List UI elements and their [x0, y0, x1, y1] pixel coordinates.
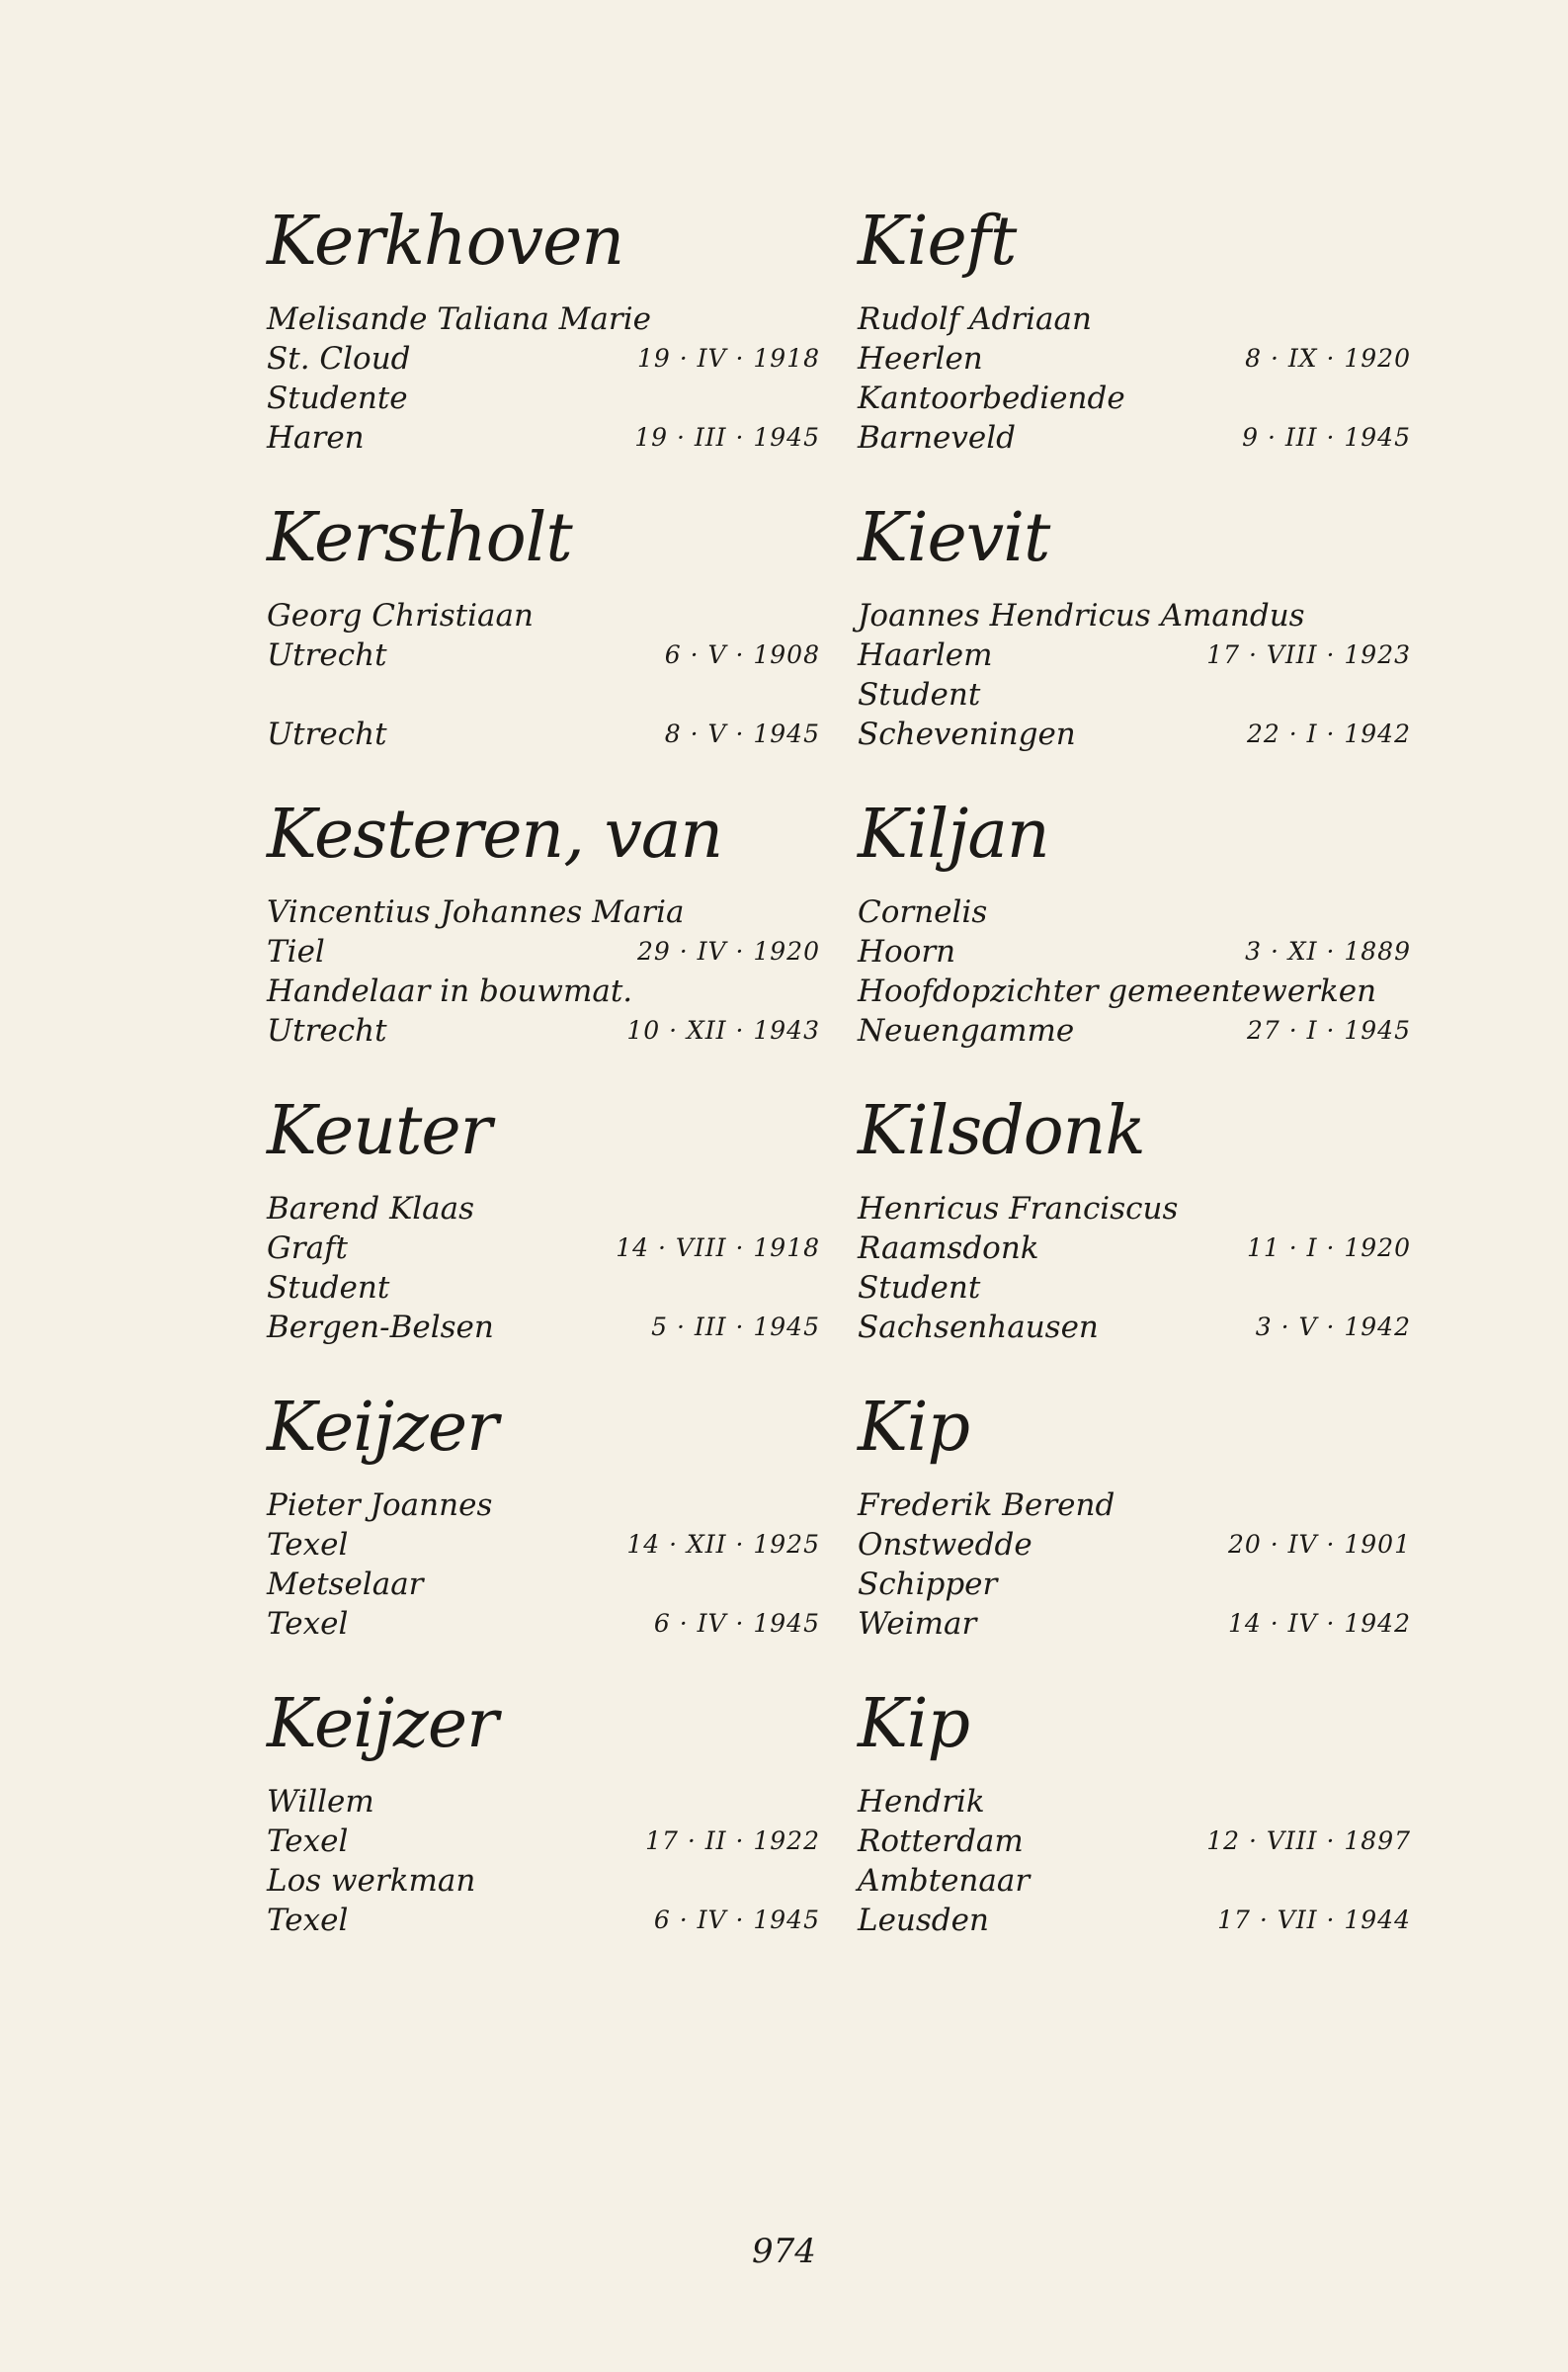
given-names-text: Barend Klaas — [267, 1191, 475, 1227]
birth-line — [858, 635, 1411, 675]
deathdate: 6 · IV · 1945 — [653, 1609, 820, 1638]
given-names — [267, 1189, 820, 1228]
birthdate: 14 · XII · 1925 — [626, 1530, 820, 1559]
occupation — [858, 972, 1411, 1011]
birthplace: Tiel — [267, 934, 325, 970]
birth-line — [267, 1821, 820, 1861]
birthplace: Raamsdonk — [858, 1230, 1039, 1266]
given-names — [858, 1782, 1411, 1821]
surname: Kiljan — [858, 796, 1049, 874]
given-names-text: Cornelis — [858, 894, 988, 930]
entry — [858, 796, 1411, 1092]
given-names-text: Rudolf Adriaan — [858, 301, 1092, 337]
occupation — [267, 1565, 820, 1604]
entry — [858, 1685, 1411, 1982]
deathplace: Leusden — [858, 1903, 989, 1938]
occupation-text: Ambtenaar — [858, 1863, 1031, 1899]
given-names — [267, 892, 820, 932]
birthplace: Heerlen — [858, 341, 983, 377]
birth-line — [858, 932, 1411, 972]
occupation-text: Studente — [267, 381, 408, 416]
surname: Keuter — [267, 1092, 492, 1170]
surname: Kilsdonk — [858, 1092, 1145, 1170]
birthdate: 17 · VIII · 1923 — [1206, 640, 1411, 669]
occupation — [858, 675, 1411, 715]
surname: Keijzer — [267, 1685, 498, 1763]
birthdate: 19 · IV · 1918 — [636, 344, 820, 373]
birthplace: St. Cloud — [267, 341, 411, 377]
occupation — [858, 1861, 1411, 1901]
deathdate: 19 · III · 1945 — [634, 423, 820, 452]
death-line — [267, 1308, 820, 1347]
deathdate: 6 · IV · 1945 — [653, 1906, 820, 1934]
deathdate: 3 · V · 1942 — [1255, 1313, 1411, 1341]
given-names-text: Henricus Franciscus — [858, 1191, 1179, 1227]
birthplace: Hoorn — [858, 934, 956, 970]
entry — [858, 1389, 1411, 1685]
right-column — [858, 203, 1411, 1982]
deathplace: Texel — [267, 1903, 349, 1938]
given-names — [267, 1485, 820, 1525]
deathplace: Utrecht — [267, 1013, 387, 1049]
given-names — [858, 892, 1411, 932]
birthplace: Utrecht — [267, 637, 387, 673]
given-names-text: Melisande Taliana Marie — [267, 301, 651, 337]
birthdate: 12 · VIII · 1897 — [1206, 1826, 1411, 1855]
occupation-text: Schipper — [858, 1567, 998, 1602]
entry — [267, 203, 820, 499]
birthplace: Texel — [267, 1823, 349, 1859]
given-names — [267, 596, 820, 635]
death-line — [858, 1901, 1411, 1940]
entry — [858, 203, 1411, 499]
surname: Kesteren, van — [267, 796, 723, 874]
birth-line — [858, 1228, 1411, 1268]
occupation — [267, 675, 820, 715]
birthplace: Haarlem — [858, 637, 993, 673]
birthdate: 3 · XI · 1889 — [1245, 937, 1411, 966]
birth-line — [267, 1228, 820, 1268]
deathplace: Haren — [267, 420, 365, 456]
deathdate: 8 · V · 1945 — [664, 720, 820, 748]
given-names — [858, 1485, 1411, 1525]
page-number: 974 — [752, 2232, 816, 2271]
given-names-text: Willem — [267, 1784, 374, 1820]
deathplace: Utrecht — [267, 717, 387, 752]
birthplace: Texel — [267, 1527, 349, 1563]
death-line — [267, 1901, 820, 1940]
birth-line — [267, 635, 820, 675]
left-column — [267, 203, 820, 1982]
occupation-text: Student — [858, 1270, 981, 1306]
birthdate: 14 · VIII · 1918 — [616, 1233, 820, 1262]
occupation — [267, 1268, 820, 1308]
birth-line — [858, 1821, 1411, 1861]
birthdate: 11 · I · 1920 — [1247, 1233, 1411, 1262]
entry — [267, 1685, 820, 1982]
entry — [267, 796, 820, 1092]
occupation — [267, 1861, 820, 1901]
entry — [858, 499, 1411, 796]
given-names — [858, 299, 1411, 339]
birthdate: 6 · V · 1908 — [664, 640, 820, 669]
birthdate: 29 · IV · 1920 — [636, 937, 820, 966]
occupation — [858, 1268, 1411, 1308]
death-line — [858, 1308, 1411, 1347]
deathplace: Bergen-Belsen — [267, 1310, 494, 1345]
occupation-text: Hoofdopzichter gemeentewerken — [858, 974, 1377, 1009]
given-names-text: Joannes Hendricus Amandus — [858, 598, 1305, 634]
occupation — [267, 972, 820, 1011]
death-line — [267, 1011, 820, 1051]
surname: Keijzer — [267, 1389, 498, 1467]
death-line — [267, 1604, 820, 1644]
occupation-text: Kantoorbediende — [858, 381, 1125, 416]
deathplace: Scheveningen — [858, 717, 1076, 752]
occupation — [267, 379, 820, 418]
given-names — [858, 596, 1411, 635]
birth-line — [267, 339, 820, 379]
entry — [858, 1092, 1411, 1389]
occupation-text: Student — [858, 677, 981, 713]
birthdate: 20 · IV · 1901 — [1227, 1530, 1411, 1559]
deathdate: 14 · IV · 1942 — [1227, 1609, 1411, 1638]
birthplace: Graft — [267, 1230, 348, 1266]
given-names-text: Frederik Berend — [858, 1487, 1115, 1523]
deathplace: Weimar — [858, 1606, 977, 1642]
deathplace: Barneveld — [858, 420, 1017, 456]
deathplace: Texel — [267, 1606, 349, 1642]
birthplace: Onstwedde — [858, 1527, 1032, 1563]
given-names-text: Pieter Joannes — [267, 1487, 493, 1523]
given-names-text: Hendrik — [858, 1784, 985, 1820]
given-names — [267, 299, 820, 339]
occupation — [858, 1565, 1411, 1604]
deathplace: Sachsenhausen — [858, 1310, 1099, 1345]
entry — [267, 1092, 820, 1389]
given-names — [267, 1782, 820, 1821]
death-line — [858, 1604, 1411, 1644]
birth-line — [267, 932, 820, 972]
deathdate: 17 · VII · 1944 — [1217, 1906, 1411, 1934]
death-line — [267, 418, 820, 458]
surname: Kip — [858, 1389, 970, 1467]
occupation — [858, 379, 1411, 418]
death-line — [858, 715, 1411, 754]
deathdate: 5 · III · 1945 — [651, 1313, 820, 1341]
birth-line — [267, 1525, 820, 1565]
deathdate: 22 · I · 1942 — [1247, 720, 1411, 748]
occupation-text: Student — [267, 1270, 390, 1306]
given-names-text: Vincentius Johannes Maria — [267, 894, 685, 930]
surname: Kieft — [858, 203, 1017, 281]
birthplace: Rotterdam — [858, 1823, 1024, 1859]
deathplace: Neuengamme — [858, 1013, 1075, 1049]
birth-line — [858, 339, 1411, 379]
surname: Kerkhoven — [267, 203, 624, 281]
entry — [267, 1389, 820, 1685]
given-names — [858, 1189, 1411, 1228]
deathdate: 27 · I · 1945 — [1247, 1016, 1411, 1045]
surname: Kievit — [858, 499, 1050, 577]
death-line — [267, 715, 820, 754]
surname: Kip — [858, 1685, 970, 1763]
surname: Kerstholt — [267, 499, 572, 577]
birth-line — [858, 1525, 1411, 1565]
birthdate: 8 · IX · 1920 — [1245, 344, 1411, 373]
occupation-text: Handelaar in bouwmat. — [267, 974, 633, 1009]
occupation-text: Metselaar — [267, 1567, 424, 1602]
death-line — [858, 418, 1411, 458]
deathdate: 9 · III · 1945 — [1242, 423, 1411, 452]
death-line — [858, 1011, 1411, 1051]
given-names-text: Georg Christiaan — [267, 598, 534, 634]
birthdate: 17 · II · 1922 — [645, 1826, 820, 1855]
deathdate: 10 · XII · 1943 — [626, 1016, 820, 1045]
occupation-text: Los werkman — [267, 1863, 476, 1899]
entry — [267, 499, 820, 796]
